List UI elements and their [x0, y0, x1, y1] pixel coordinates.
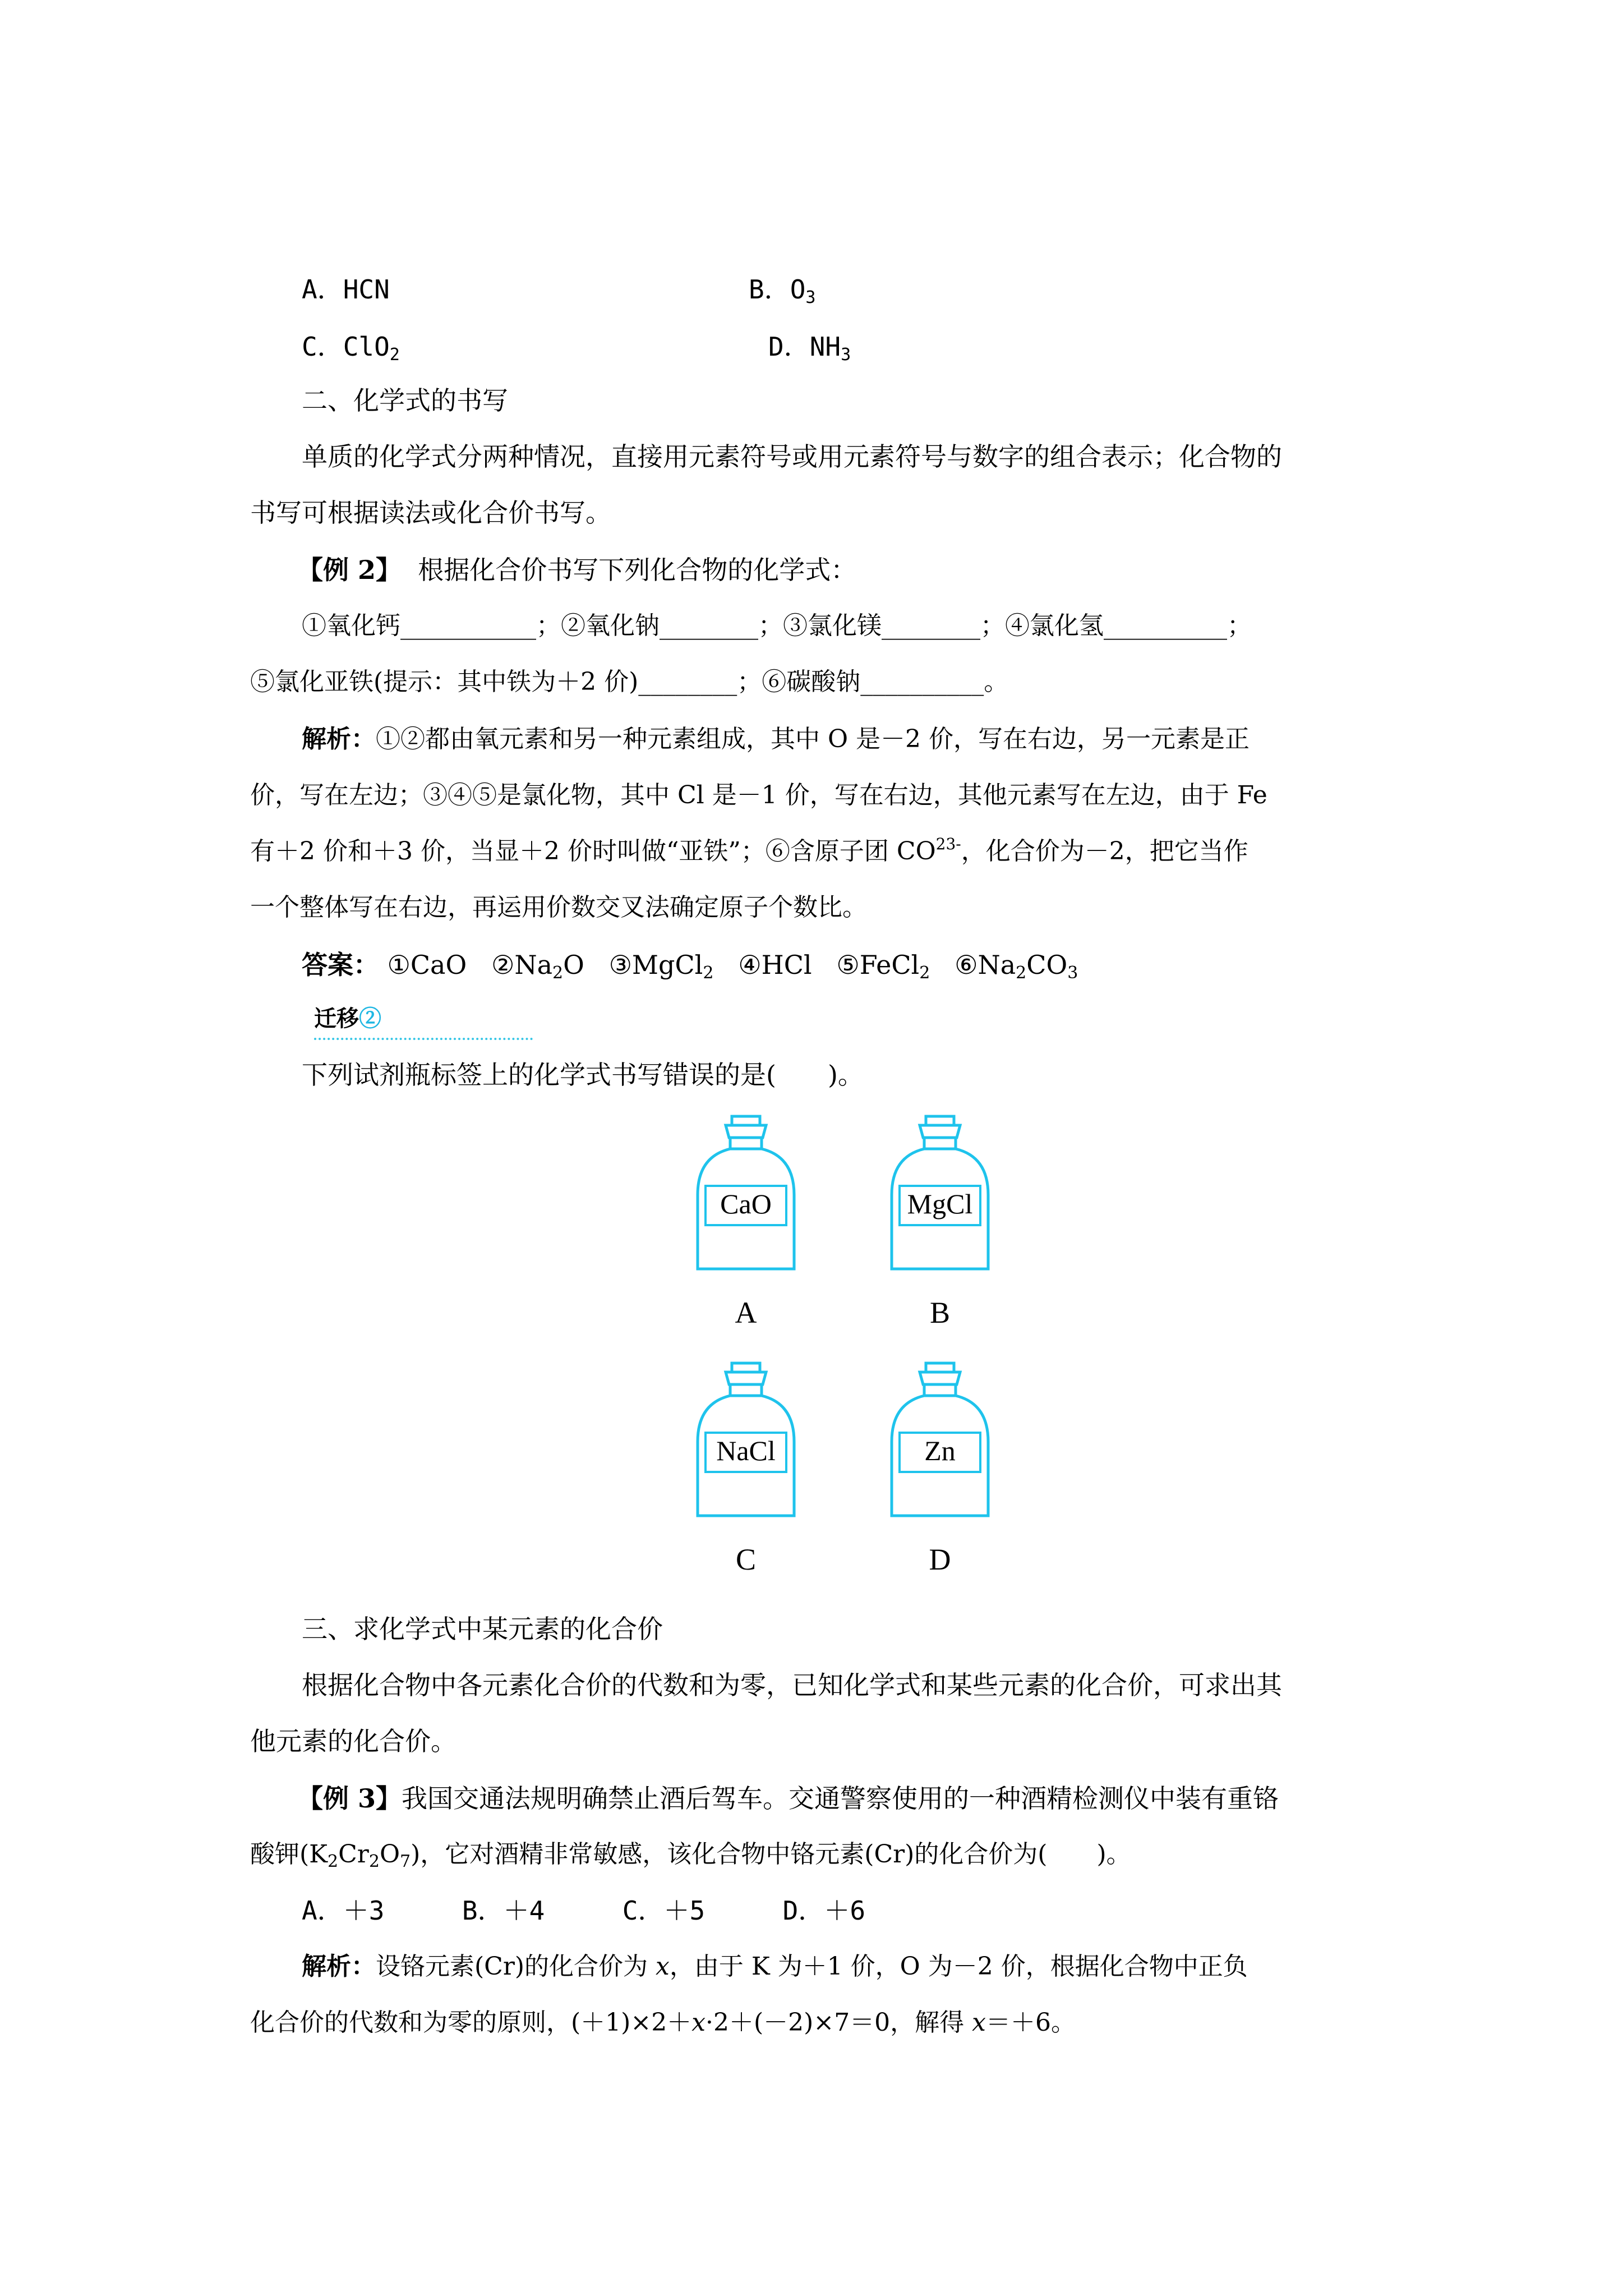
bottle-d [892, 1363, 988, 1576]
option-b: B．$O_3$ [749, 274, 816, 307]
transfer-number: ② [359, 1005, 381, 1032]
example2-analysis-line1: 解析：①②都由氧元素和另一种元素组成，其中 O 是－2 价，写在右边，另一元素是正 [302, 725, 1250, 753]
example2-blanks-line2: ⑤氯化亚铁(提示：其中铁为＋2 价)________；⑥碳酸钠__________。 [250, 668, 1009, 696]
bottle-a [698, 1116, 794, 1329]
option-a: A．HCN [302, 274, 390, 305]
bottle-b-label: MgCl [907, 1188, 973, 1220]
bottle-a-letter: A [735, 1296, 757, 1329]
transfer-question: 下列试剂瓶标签上的化学式书写错误的是( )。 [302, 1060, 864, 1090]
bottle-c-letter: C [735, 1543, 757, 1576]
section3-heading: 三、求化学式中某元素的化合价 [302, 1614, 663, 1644]
bottle-d-letter: D [929, 1543, 951, 1576]
example3-option-a: A．＋3 [302, 1895, 385, 1926]
bottle-b-letter: B [929, 1296, 951, 1329]
bottle-b [892, 1116, 988, 1329]
option-d: D．$NH_3$ [768, 332, 851, 365]
bottle-c-label: NaCl [716, 1435, 776, 1466]
example3-analysis-line2: 化合价的代数和为零的原则，(＋1)×2＋x·2＋(－2)×7＝0，解得 x＝＋6。 [250, 2008, 1076, 2037]
example3-line2: 酸钾$(K_2Cr_2O_7)$，它对酒精非常敏感，该化合物中铬元素(Cr)的化合价为( )。 [250, 1840, 1131, 1871]
example2-analysis-line3: 有＋2 价和＋3 价，当显＋2 价时叫做“亚铁”；⑥含原子团 $CO^{23-}$，化合价为－2，把它当作 [250, 835, 1248, 866]
example2-analysis-line4: 一个整体写在右边，再运用价数交叉法确定原子个数比。 [250, 893, 867, 922]
example3-analysis-line1: 解析：设铬元素(Cr)的化合价为 x，由于 K 为＋1 价，O 为－2 价，根据化合物中正负 [302, 1952, 1248, 1981]
section3-paragraph-line1: 根据化合物中各元素化合价的代数和为零，已知化学式和某些元素的化合价，可求出其 [302, 1670, 1282, 1700]
bottle-a-label: CaO [720, 1188, 772, 1220]
transfer-label: 迁移② [314, 1002, 533, 1040]
example3-options [302, 1894, 865, 1927]
example3-option-d: D．＋6 [782, 1895, 866, 1926]
option-c: C．ClO$_2$ [302, 332, 400, 365]
example3-line1: 【例 3】我国交通法规明确禁止酒后驾车。交通警察使用的一种酒精检测仪中装有重铬 [297, 1783, 1279, 1814]
section2-heading: 二、化学式的书写 [302, 385, 508, 416]
section2-paragraph-line2: 书写可根据读法或化合价书写。 [250, 498, 611, 528]
example2-answer: 答案： ①CaO $②Na_2O$ ③MgCl$_2$ ④HCl ⑤FeCl$_2$ $⑥Na_2CO_3$ [302, 950, 1078, 983]
example3-option-c: C．＋5 [622, 1895, 706, 1926]
example2-blanks-line1: ①氧化钙___________；②氧化钠________；③氯化镁________；④氯化氢__________； [302, 611, 1252, 640]
example2-prompt: 【例 2】 根据化合价书写下列化合物的化学式： [297, 555, 857, 585]
bottle-c [698, 1363, 794, 1576]
section2-paragraph-line1: 单质的化学式分两种情况，直接用元素符号或用元素符号与数字的组合表示；化合物的 [302, 441, 1282, 472]
section3-paragraph-line2: 他元素的化合价。 [250, 1726, 457, 1756]
example3-option-b: B．＋4 [462, 1895, 545, 1926]
bottle-d-label: Zn [924, 1435, 956, 1466]
reagent-bottles-figure [690, 1111, 1026, 1593]
example2-analysis-line2: 价，写在左边；③④⑤是氯化物，其中 Cl 是－1 价，写在右边，其他元素写在左边，由于 Fe [250, 781, 1267, 809]
